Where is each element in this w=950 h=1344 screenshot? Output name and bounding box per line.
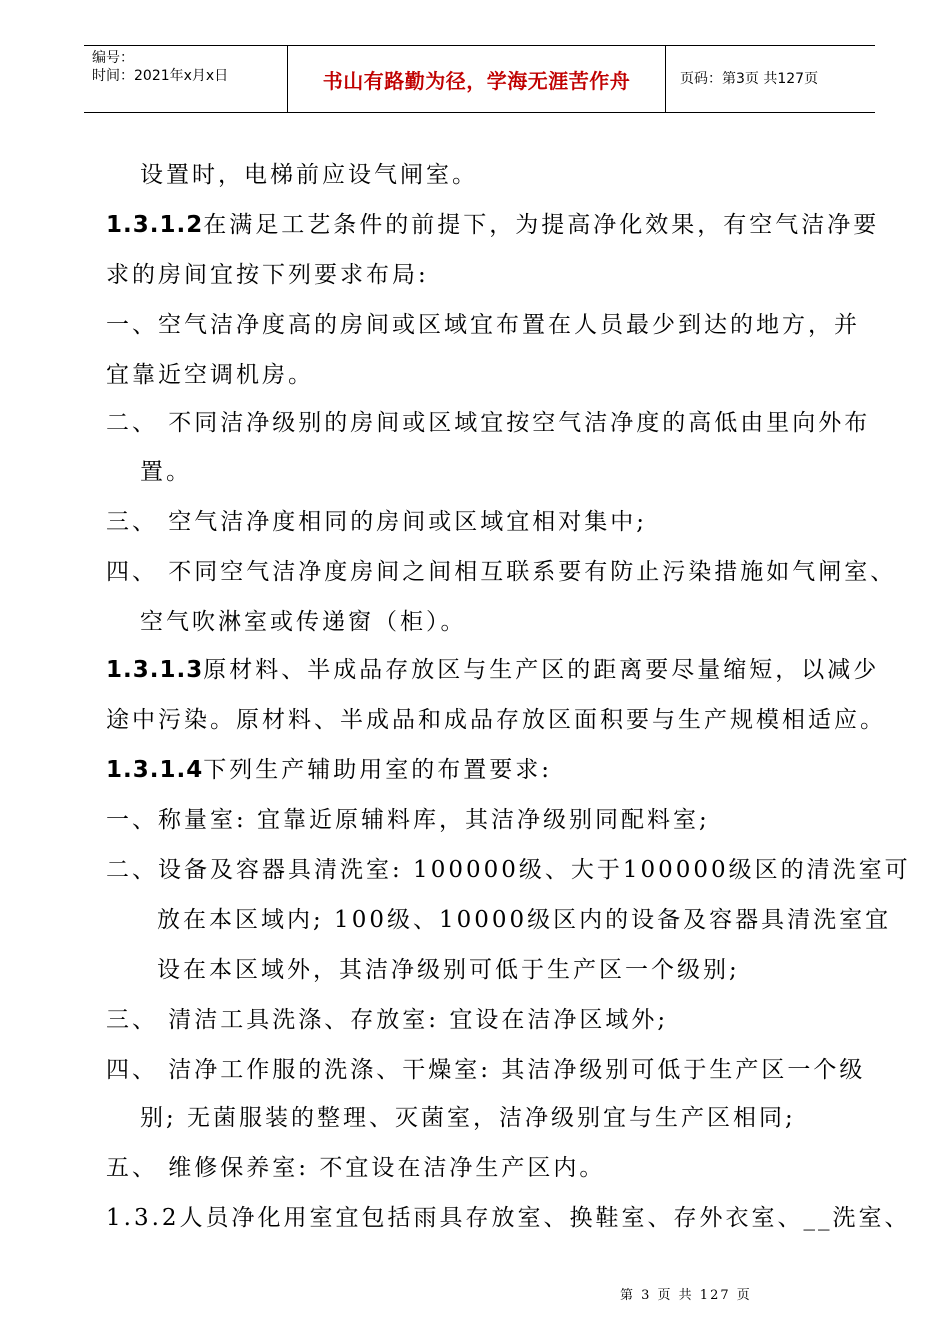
body-line: 置。 [140,459,192,485]
header-page-info: 页码：第3页 共127页 [680,71,819,87]
body-line: 一、称量室: 宜靠近原辅料库，其洁净级别同配料室; [106,807,710,833]
document-number-label: 编号： [92,50,134,66]
body-line: 二、 不同洁净级别的房间或区域宜按空气洁净度的高低由里向外布 [106,410,871,436]
body-line: 四、 不同空气洁净度房间之间相互联系要有防止污染措施如气闸室、 [106,559,897,585]
body-line: 五、 维修保养室: 不宜设在洁净生产区内。 [106,1155,606,1181]
header-motto: 书山有路勤为径，学海无涯苦作舟 [322,68,631,93]
body-line: 放在本区域内; 100级、10000级区内的设备及容器具清洗室宜 [157,907,892,933]
document-date: 时间：2021年x月x日 [92,68,229,84]
header-meta [84,46,288,112]
body-line: 二、设备及容器具清洗室: 100000级、大于100000级区的清洗室可 [106,857,911,883]
body-line: 宜靠近空调机房。 [106,362,314,388]
body-line: 途中污染。原材料、半成品和成品存放区面积要与生产规模相适应。 [106,707,886,733]
body-line: 三、 空气洁净度相同的房间或区域宜相对集中; [106,509,648,535]
page-footer: 第 3 页 共 127 页 [620,1288,752,1303]
body-line: 1.3.1.2在满足工艺条件的前提下，为提高净化效果，有空气洁净要 [106,212,880,238]
body-line: 1.3.2人员净化用室宜包括雨具存放室、换鞋室、存外衣室、__洗室、 [106,1205,911,1231]
body-line: 设置时，电梯前应设气闸室。 [140,162,478,188]
body-line: 1.3.1.3原材料、半成品存放区与生产区的距离要尽量缩短，以减少 [106,657,880,683]
body-line: 求的房间宜按下列要求布局: [106,262,429,288]
body-line: 三、 清洁工具洗涤、存放室: 宜设在洁净区域外; [106,1007,669,1033]
page-header [84,45,875,113]
header-page-cell [666,46,875,112]
body-line: 一、空气洁净度高的房间或区域宜布置在人员最少到达的地方，并 [106,312,860,338]
body-line: 空气吹淋室或传递窗（柜）。 [140,609,467,635]
header-motto-cell [288,46,666,112]
body-line: 别; 无菌服装的整理、灭菌室，洁净级别宜与生产区相同; [140,1105,796,1131]
body-line: 设在本区域外，其洁净级别可低于生产区一个级别; [157,957,740,983]
body-line: 1.3.1.4下列生产辅助用室的布置要求: [106,757,552,783]
body-line: 四、 洁净工作服的洗涤、干燥室: 其洁净级别可低于生产区一个级 [106,1057,866,1083]
